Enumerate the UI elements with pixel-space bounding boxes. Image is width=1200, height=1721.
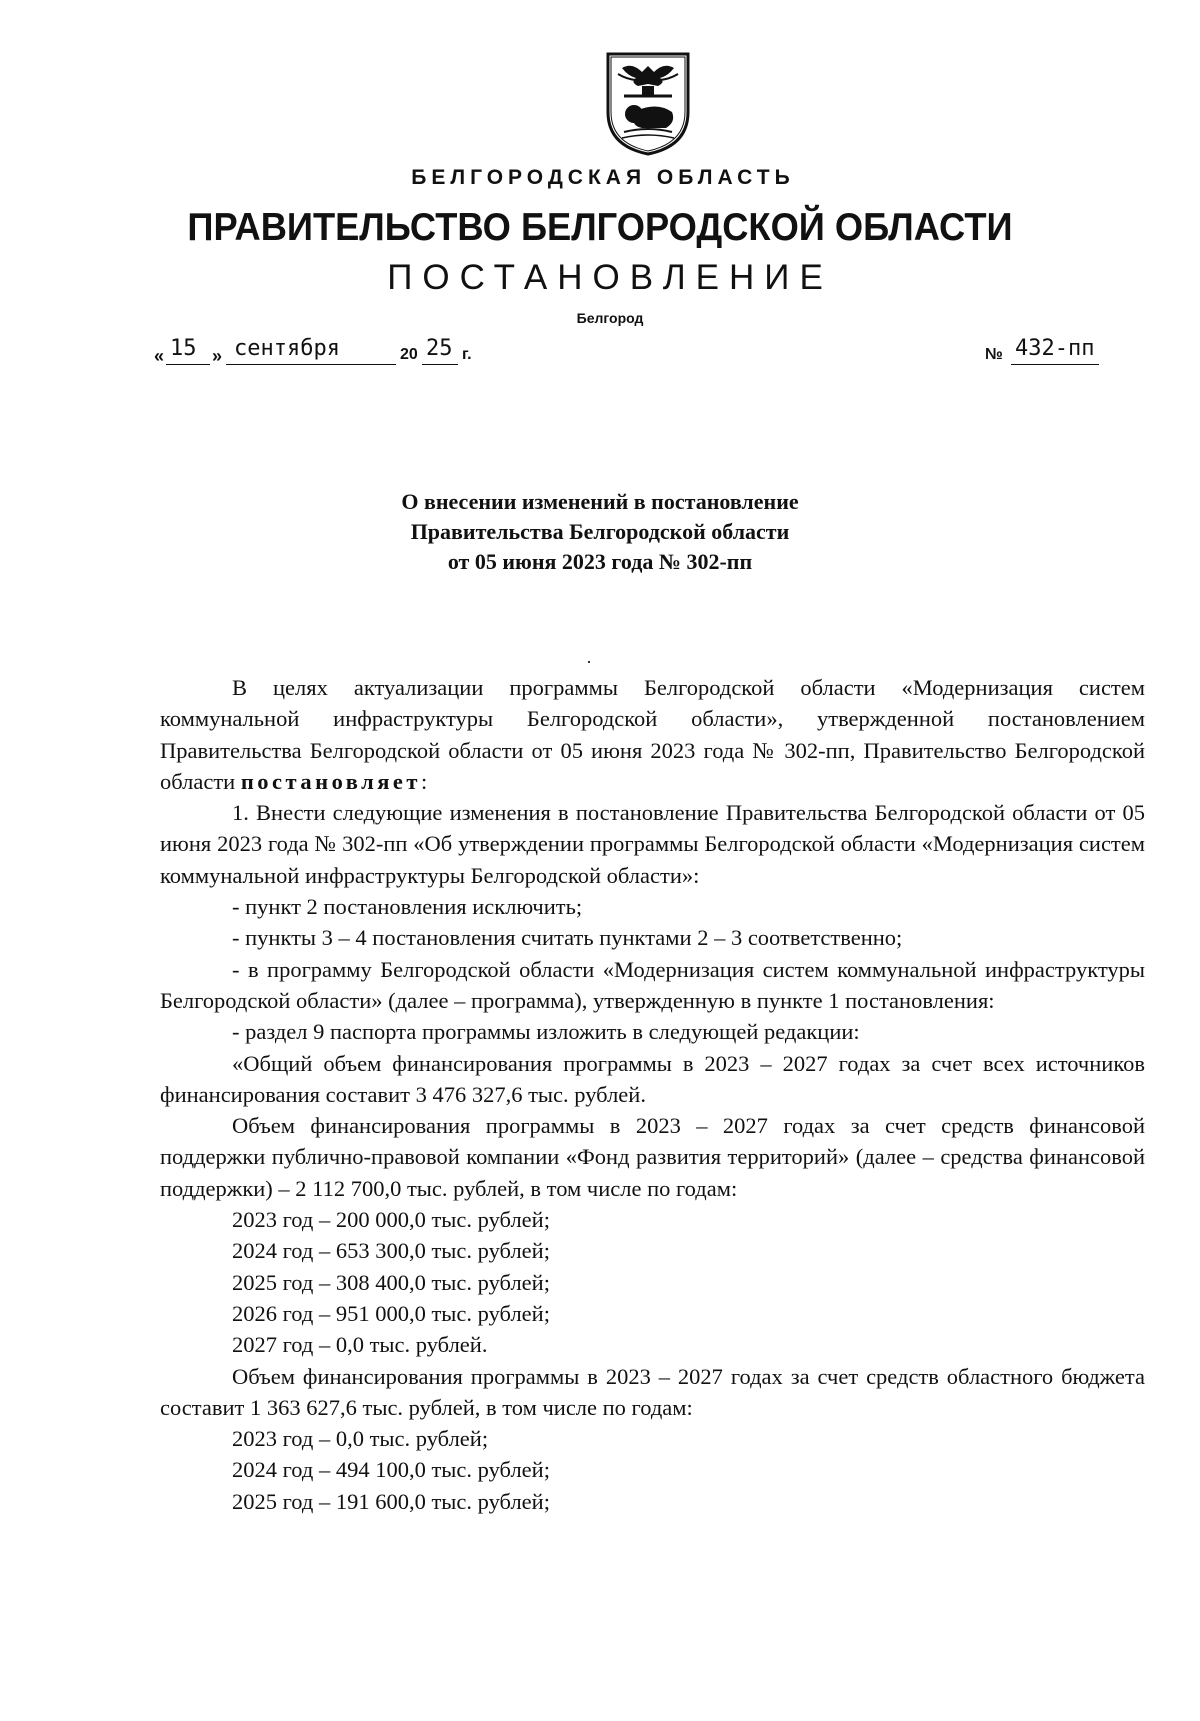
paragraph-dash-2: - пункты 3 – 4 постановления считать пунктами 2 – 3 соответственно; [232,925,903,951]
preamble-colon: : [420,768,428,794]
paragraph-dash-1: - пункт 2 постановления исключить; [232,894,583,920]
belgorod-coat-of-arms-icon [602,50,694,156]
list-item: 2025 год – 308 400,0 тыс. рублей; [232,1269,550,1295]
date-close-quote: » [212,346,223,366]
paragraph-dash-4: - раздел 9 паспорта программы изложить в следующей редакции: [232,1019,860,1045]
list-item: 2024 год – 653 300,0 тыс. рублей; [232,1238,550,1264]
government-name: ПРАВИТЕЛЬСТВО БЕЛГОРОДСКОЙ ОБЛАСТИ [187,206,1013,249]
document-title [0,487,1200,577]
document-body [160,672,1145,1517]
document-type: ПОСТАНОВЛЕНИЕ [387,258,833,297]
date-month-underline [226,364,396,365]
city-name: Белгород [576,310,644,326]
number-prefix: № [985,346,1003,363]
list-item: 2026 год – 951 000,0 тыс. рублей; [232,1300,550,1326]
list-item: 2023 год – 0,0 тыс. рублей; [232,1426,489,1452]
date-year-suffix: г. [462,346,472,363]
date-day: 15 [170,336,197,361]
region-name: БЕЛГОРОДСКАЯ ОБЛАСТЬ [411,166,795,189]
date-day-underline [166,364,210,365]
date-year: 25 [426,336,453,361]
paragraph-total-funding: «Общий объем финансирования программы в 2023 – 2027 годах за счет всех источников финансирования составит 3 476 327,6 тыс. рублей. [160,1050,1145,1107]
preamble-decree-word: постановляет [240,768,421,794]
scan-speck [588,661,590,663]
number-underline [1011,364,1099,365]
number-value: 432-пп [1015,336,1095,361]
date-year-underline [422,364,458,365]
title-line-1: О внесении изменений в постановление [401,489,799,514]
title-line-2: Правительства Белгородской области [410,519,790,544]
date-century: 20 [400,346,418,363]
paragraph-preamble [160,672,1145,797]
title-line-3: от 05 июня 2023 года № 302-пп [447,549,753,574]
list-item: 2024 год – 494 100,0 тыс. рублей; [232,1457,550,1483]
paragraph-fund-support: Объем финансирования программы в 2023 – 2027 годах за счет средств финансовой поддержки публично-правовой компании «Фонд развития территорий» (далее – средства финансовой поддержки) – 2 112 700,0 тыс. рублей, в том числе по годам: [160,1113,1145,1201]
paragraph-item-1: 1. Внести следующие изменения в постановление Правительства Белгородской области от 05 июня 2023 года № 302-пп «Об утверждении программы Белгородской области «Модернизация систем коммунальной инфраструктуры Белгородской области»: [160,800,1145,888]
list-item: 2025 год – 191 600,0 тыс. рублей; [232,1488,550,1514]
paragraph-regional-budget: Объем финансирования программы в 2023 – 2027 годах за счет средств областного бюджета составит 1 363 627,6 тыс. рублей, в том числе по годам: [160,1363,1145,1420]
preamble-text: В целях актуализации программы Белгородской области «Модернизация систем коммунальной инфраструктуры Белгородской области», утвержденной постановлением Правительства Белгородской области от 05 июня 2023 года № 302-пп, Правительство Белгородской области [160,675,1145,794]
list-item: 2027 год – 0,0 тыс. рублей. [232,1332,488,1358]
paragraph-dash-3: - в программу Белгородской области «Модернизация систем коммунальной инфраструктуры Белгородской области» (далее – программа), утвержденную в пункте 1 постановления: [160,956,1145,1013]
date-month: сентября [234,336,340,361]
list-item: 2023 год – 200 000,0 тыс. рублей; [232,1207,550,1233]
date-open-quote: « [154,346,165,366]
